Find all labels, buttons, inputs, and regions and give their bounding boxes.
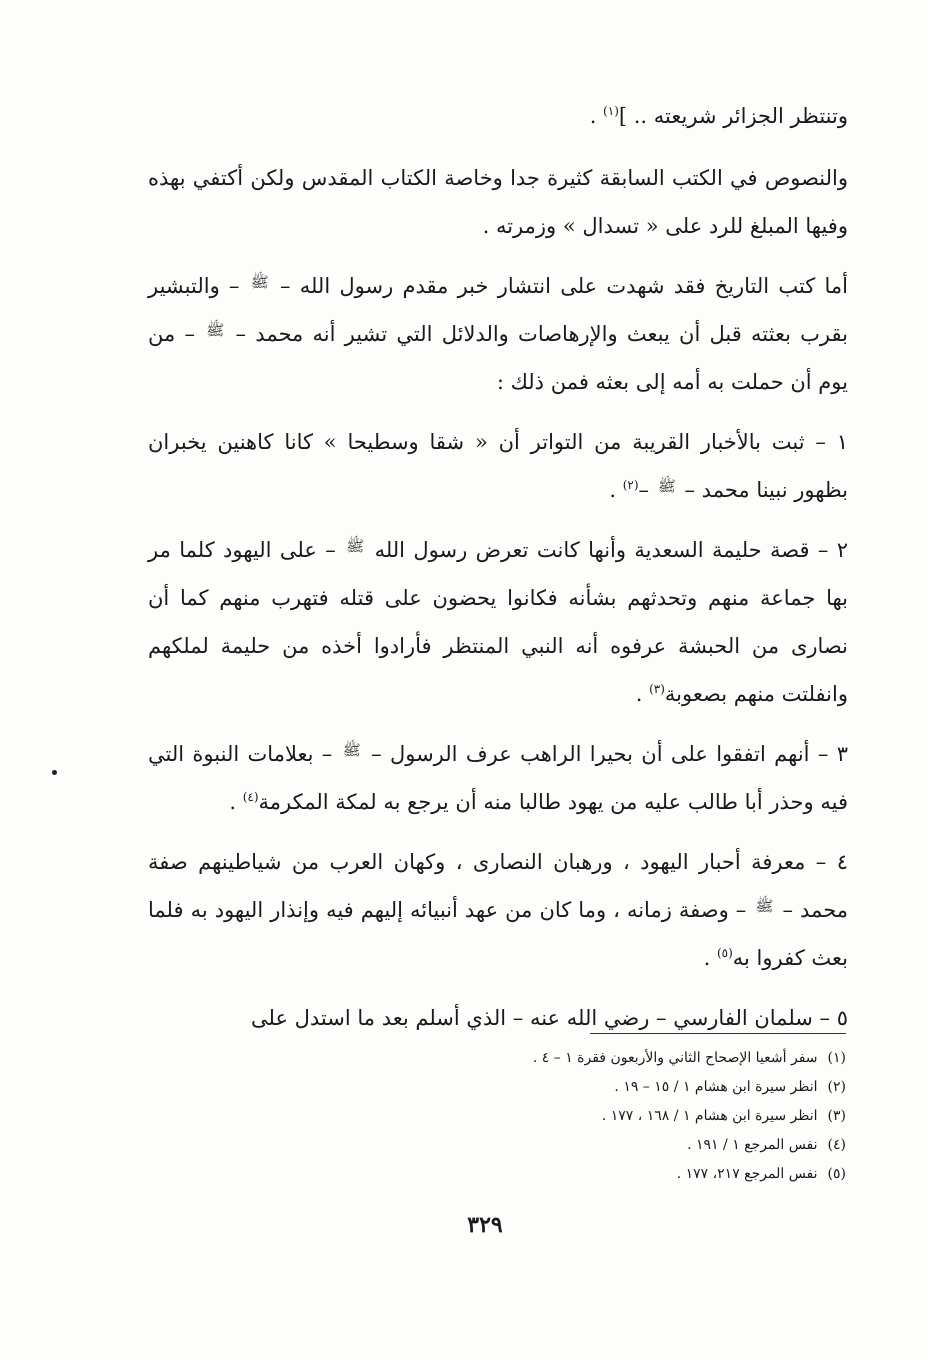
footnote-5 <box>380 1160 846 1189</box>
paragraph-3-end: . <box>609 478 623 502</box>
paragraph-2-part-a: أما كتب التاريخ فقد شهدت على انتشار خبر مقدم رسول الله – <box>270 274 848 298</box>
paragraph-3-part-a: ١ – ثبت بالأخبار القريبة من التواتر أن « شقا وسطيحا » كانا كاهنين يخبران بظهور نبينا محمد – <box>148 430 848 502</box>
paragraph-6 <box>148 838 848 982</box>
paragraph-5 <box>148 730 848 826</box>
footnote-4 <box>380 1131 846 1160</box>
footnote-text: نفس المرجع ١ / ١٩١ . <box>687 1137 818 1153</box>
footnote-ref-3[interactable]: (٣) <box>649 682 665 696</box>
footnote-2 <box>380 1073 846 1102</box>
scan-speck <box>52 770 57 775</box>
salawat-glyph: ﷺ <box>346 537 365 555</box>
paragraph-7-text: ٥ – سلمان الفارسي – رضي الله عنه – الذي أسلم بعد ما استدل على <box>250 1006 848 1030</box>
salawat-glyph: ﷺ <box>755 897 774 915</box>
paragraph-5-part-a: ٣ – أنهم اتفقوا على أن بحيرا الراهب عرف الرسول – <box>362 742 848 766</box>
paragraph-5-end: . <box>229 790 243 814</box>
paragraph-0-end: . <box>589 104 604 128</box>
paragraph-6-part-a: ٤ – معرفة أحبار اليهود ، ورهبان النصارى ، وكهان العرب من شياطينهم صفة محمد – <box>148 850 849 922</box>
paragraph-1 <box>148 154 848 250</box>
footnotes <box>380 1044 846 1189</box>
page-number: ٣٢٩ <box>467 1212 503 1238</box>
footnote-number: (١) <box>827 1050 846 1066</box>
paragraph-3-part-b: – <box>638 478 656 502</box>
footnote-text: سفر أشعيا الإصحاح الثاني والأربعون فقرة ١ – ٤ . <box>532 1050 818 1066</box>
footnote-1 <box>380 1044 846 1073</box>
salawat-glyph: ﷺ <box>657 477 676 495</box>
paragraph-4-end: . <box>635 682 650 706</box>
paragraph-2-part-c: – من يوم أن حملت به أمه إلى بعثه فمن ذلك : <box>148 322 848 394</box>
paragraph-7 <box>148 994 848 1042</box>
footnote-number: (٤) <box>827 1137 846 1153</box>
footnote-text: انظر سيرة ابن هشام ١ / ١٦٨ ، ١٧٧ . <box>601 1108 818 1124</box>
salawat-glyph: ﷺ <box>342 741 361 759</box>
footnote-separator <box>590 1033 846 1034</box>
paragraph-2-part-b: – والتبشير بقرب بعثته قبل أن يبعث والإرهاصات والدلائل التي تشير أنه محمد – <box>148 274 848 346</box>
main-text <box>148 92 848 1054</box>
paragraph-4-part-b: – على اليهود كلما مر بها جماعة منهم وتحدثهم بشأنه فكانوا يحضون على قتله فتهرب منهم كما أن نصارى من الحبشة عرفوه أنه النبي المنتظر فأرادوا أخذه من حليمة لملكهم وانفلتت منهم بصعوبة <box>148 538 848 706</box>
paragraph-0 <box>148 92 848 140</box>
footnote-text: نفس المرجع ٢١٧، ١٧٧ . <box>676 1166 818 1182</box>
footnote-ref-1[interactable]: (١) <box>603 104 619 118</box>
paragraph-2 <box>148 262 848 406</box>
paragraph-6-end: . <box>703 946 717 970</box>
footnote-3 <box>380 1102 846 1131</box>
footnote-number: (٥) <box>827 1166 846 1182</box>
paragraph-0-text: وتنتظر الجزائر شريعته .. ] <box>618 104 848 128</box>
paragraph-5-part-b: – بعلامات النبوة التي فيه وحذر أبا طالب عليه من يهود طالبا منه أن يرجع به لمكة المكرمة <box>148 742 848 814</box>
footnote-ref-2[interactable]: (٢) <box>622 478 639 492</box>
salawat-glyph: ﷺ <box>206 321 225 339</box>
paragraph-4-part-a: ٢ – قصة حليمة السعدية وأنها كانت تعرض رسول الله <box>366 538 849 562</box>
footnote-number: (٢) <box>827 1079 846 1095</box>
paragraph-4 <box>148 526 848 718</box>
paragraph-1-text: والنصوص في الكتب السابقة كثيرة جدا وخاصة الكتاب المقدس ولكن أكتفي بهذه وفيها المبلغ للرد على « تسدال » وزمرته . <box>148 166 848 238</box>
paragraph-6-part-b: – وصفة زمانه ، وما كان من عهد أنبيائه إليهم فيه وإنذار اليهود به فلما بعث كفروا به <box>148 898 848 970</box>
paragraph-3 <box>148 418 848 514</box>
footnote-number: (٣) <box>827 1108 846 1124</box>
footnote-ref-4[interactable]: (٤) <box>242 790 259 804</box>
footnote-text: انظر سيرة ابن هشام ١ / ١٥ – ١٩ . <box>614 1079 818 1095</box>
salawat-glyph: ﷺ <box>250 273 269 291</box>
footnote-ref-5[interactable]: (٥) <box>716 946 733 960</box>
